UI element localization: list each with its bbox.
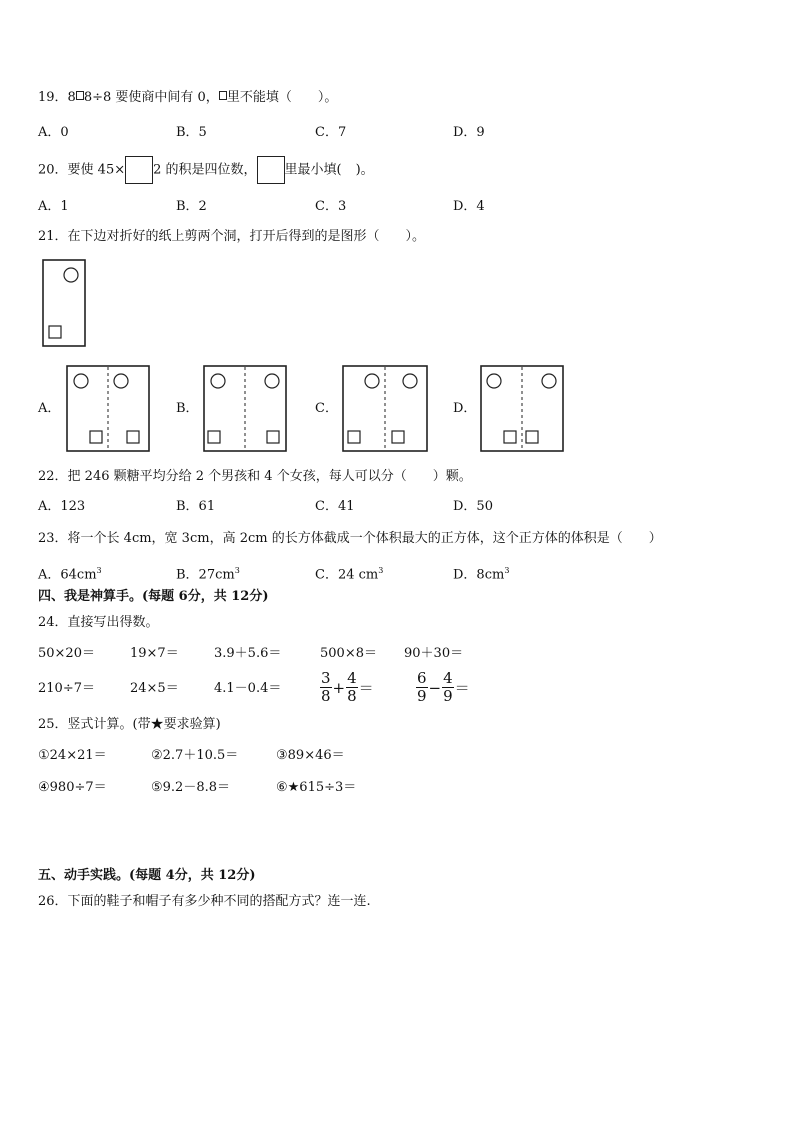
q19-option-d[interactable]: D．9 xyxy=(453,125,485,140)
folded-paper-figure xyxy=(42,258,88,350)
q21-option-d-figure[interactable] xyxy=(480,365,564,453)
section-5-heading: 五、动手实践。(每题 4分，共 12分) xyxy=(38,868,256,883)
q22-option-d[interactable]: D．50 xyxy=(453,499,493,514)
q23-option-d-text: D．8cm xyxy=(453,567,505,583)
q21-close: ）。 xyxy=(405,229,426,244)
numerator: 4 xyxy=(347,669,357,687)
q19-option-b[interactable]: B．5 xyxy=(176,125,207,140)
numerator: 6 xyxy=(417,669,427,687)
q20-option-b[interactable]: B．2 xyxy=(176,199,207,214)
q24-item-4: 500×8＝ xyxy=(320,646,377,661)
denominator: 8 xyxy=(321,687,331,705)
q25-item-5: ⑤9.2－8.8＝ xyxy=(151,780,231,795)
q20-text-4: )。 xyxy=(355,162,374,178)
q23-option-a[interactable] xyxy=(38,563,102,583)
fraction xyxy=(442,670,454,705)
q26-stem: 26．下面的鞋子和帽子有多少种不同的搭配方式？连一连. xyxy=(38,894,371,909)
q19-text-4: ）。 xyxy=(317,90,338,105)
denominator: 9 xyxy=(417,687,427,705)
q25-item-6: ⑥★615÷3＝ xyxy=(276,780,357,795)
blank-box-icon xyxy=(125,156,153,184)
q22-option-c[interactable]: C．41 xyxy=(315,499,355,514)
fraction xyxy=(346,670,358,705)
q24-stem: 24．直接写出得数。 xyxy=(38,615,159,630)
q23-option-b-sup: 3 xyxy=(234,566,240,575)
q20-stem xyxy=(38,156,374,184)
minus-operator: − xyxy=(428,678,442,697)
q24-item-3: 3.9＋5.6＝ xyxy=(214,646,282,661)
q23-option-d[interactable] xyxy=(453,563,509,583)
q24-item-1: 50×20＝ xyxy=(38,646,95,661)
q24-fraction-sum xyxy=(320,670,375,705)
numerator: 3 xyxy=(321,669,331,687)
q25-item-4: ④980÷7＝ xyxy=(38,780,107,795)
q20-text-2: 2 的积是四位数， xyxy=(153,162,257,178)
equals-sign: ＝ xyxy=(358,679,374,697)
q22-option-b[interactable]: B．61 xyxy=(176,499,216,514)
q23-option-d-sup: 3 xyxy=(504,566,510,575)
q24-item-5: 90＋30＝ xyxy=(404,646,464,661)
numerator: 4 xyxy=(443,669,453,687)
q21-text: 21．在下边对折好的纸上剪两个洞，打开后得到的是图形（ xyxy=(38,229,380,244)
q20-option-d[interactable]: D．4 xyxy=(453,199,485,214)
q24-fraction-diff xyxy=(416,670,471,705)
equals-sign: ＝ xyxy=(454,679,470,697)
q22-option-a[interactable]: A．123 xyxy=(38,499,86,514)
q23-option-b[interactable] xyxy=(176,563,240,583)
q19-text-2: 8÷8 要使商中间有 0， xyxy=(83,90,219,105)
q19-text-1: 8 xyxy=(67,90,76,105)
q21-option-a-label[interactable]: A． xyxy=(38,401,61,416)
q21-stem xyxy=(38,229,425,245)
blank-box-icon xyxy=(76,91,84,100)
q20-option-c[interactable]: C．3 xyxy=(315,199,347,214)
q24-item-7: 24×5＝ xyxy=(130,681,179,696)
q23-text: 23．将一个长 4cm，宽 3cm，高 2cm 的长方体截成一个体积最大的正方体，这个正方体的体积是（ xyxy=(38,531,623,546)
q25-item-1: ①24×21＝ xyxy=(38,748,107,763)
q23-option-b-text: B．27cm xyxy=(176,567,235,583)
q24-item-2: 19×7＝ xyxy=(130,646,179,661)
q20-text-3: 里最小填( xyxy=(284,162,342,178)
q19-text-3: 里不能填（ xyxy=(226,90,292,105)
q22-close: ）颗。 xyxy=(432,469,472,484)
fraction xyxy=(320,670,332,705)
q25-item-3: ③89×46＝ xyxy=(276,748,345,763)
plus-operator: + xyxy=(332,678,346,697)
q21-option-c-label[interactable]: C． xyxy=(315,401,338,416)
q20-text-1: 20．要使 45× xyxy=(38,162,126,178)
blank-box-icon xyxy=(257,156,285,184)
q21-option-b-figure[interactable] xyxy=(203,365,287,453)
q19-option-c[interactable]: C．7 xyxy=(315,125,347,140)
section-4-heading: 四、我是神算手。(每题 6分，共 12分) xyxy=(38,589,269,604)
q23-option-a-sup: 3 xyxy=(96,566,102,575)
q24-item-6: 210÷7＝ xyxy=(38,681,95,696)
q23-option-a-text: A．64cm xyxy=(38,567,97,583)
q21-option-d-label[interactable]: D． xyxy=(453,401,477,416)
q19-number: 19． xyxy=(38,90,68,105)
q24-item-8: 4.1－0.4＝ xyxy=(214,681,282,696)
denominator: 8 xyxy=(347,687,357,705)
q25-stem: 25．竖式计算。(带★要求验算) xyxy=(38,717,221,732)
q23-stem xyxy=(38,531,662,547)
q22-text: 22．把 246 颗糖平均分给 2 个男孩和 4 个女孩，每人可以分（ xyxy=(38,469,407,484)
q23-option-c-sup: 3 xyxy=(378,566,384,575)
q23-option-c[interactable] xyxy=(315,563,383,583)
denominator: 9 xyxy=(443,687,453,705)
fraction xyxy=(416,670,428,705)
q23-option-c-text: C．24 cm xyxy=(315,567,379,583)
q21-option-b-label[interactable]: B． xyxy=(176,401,199,416)
q22-stem xyxy=(38,469,472,485)
q23-close: ） xyxy=(648,531,662,546)
q21-option-a-figure[interactable] xyxy=(66,365,150,453)
q25-item-2: ②2.7＋10.5＝ xyxy=(151,748,239,763)
q21-option-c-figure[interactable] xyxy=(342,365,428,453)
q20-option-a[interactable]: A．1 xyxy=(38,199,69,214)
q19-option-a[interactable]: A．0 xyxy=(38,125,69,140)
blank-box-icon xyxy=(219,91,227,100)
q19-stem xyxy=(38,90,337,106)
